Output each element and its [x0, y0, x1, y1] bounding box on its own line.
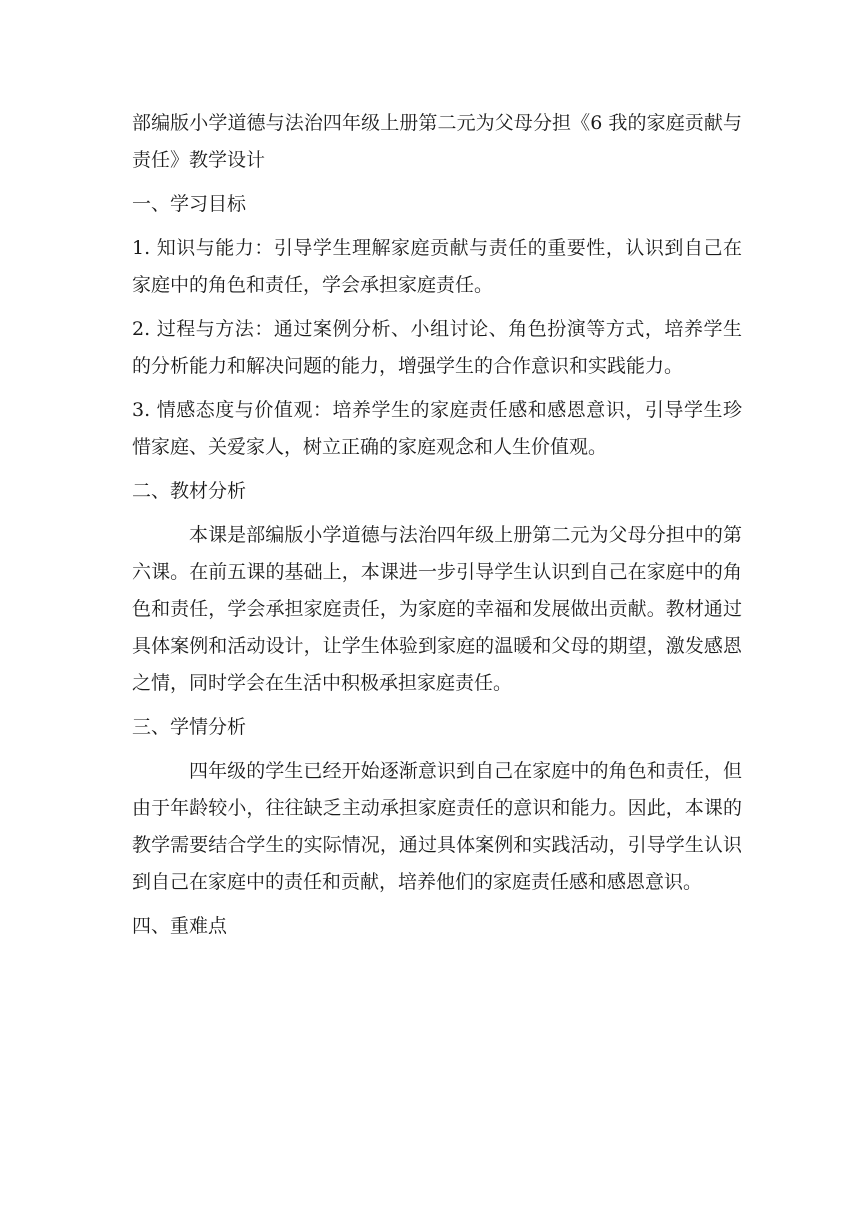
document-body [132, 105, 742, 952]
section-heading-objectives: 一、学习目标 [132, 193, 247, 215]
section-heading-student-analysis: 三、学情分析 [132, 716, 247, 738]
section-heading-textbook-analysis: 二、教材分析 [132, 480, 247, 502]
objective-values: 3. 情感态度与价值观：培养学生的家庭责任感和感恩意识，引导学生珍惜家庭、关爱家人，树立正确的家庭观念和人生价值观。 [132, 399, 742, 458]
textbook-analysis-paragraph: 本课是部编版小学道德与法治四年级上册第二元为父母分担中的第六课。在前五课的基础上，本课进一步引导学生认识到自己在家庭中的角色和责任，学会承担家庭责任，为家庭的幸福和发展做出贡献。教材通过具体案例和活动设计，让学生体验到家庭的温暖和父母的期望，激发感恩之情，同时学会在生活中积极承担家庭责任。 [132, 524, 742, 694]
section-heading-key-points: 四、重难点 [132, 915, 228, 937]
student-analysis-paragraph: 四年级的学生已经开始逐渐意识到自己在家庭中的角色和责任，但由于年龄较小，往往缺乏主动承担家庭责任的意识和能力。因此，本课的教学需要结合学生的实际情况，通过具体案例和实践活动，引导学生认识到自己在家庭中的责任和贡献，培养他们的家庭责任感和感恩意识。 [132, 760, 742, 893]
objective-knowledge: 1. 知识与能力：引导学生理解家庭贡献与责任的重要性，认识到自己在家庭中的角色和责任，学会承担家庭责任。 [132, 237, 742, 296]
document-title: 部编版小学道德与法治四年级上册第二元为父母分担《6 我的家庭贡献与责任》教学设计 [132, 112, 742, 171]
objective-process: 2. 过程与方法：通过案例分析、小组讨论、角色扮演等方式，培养学生的分析能力和解决问题的能力，增强学生的合作意识和实践能力。 [132, 318, 742, 377]
